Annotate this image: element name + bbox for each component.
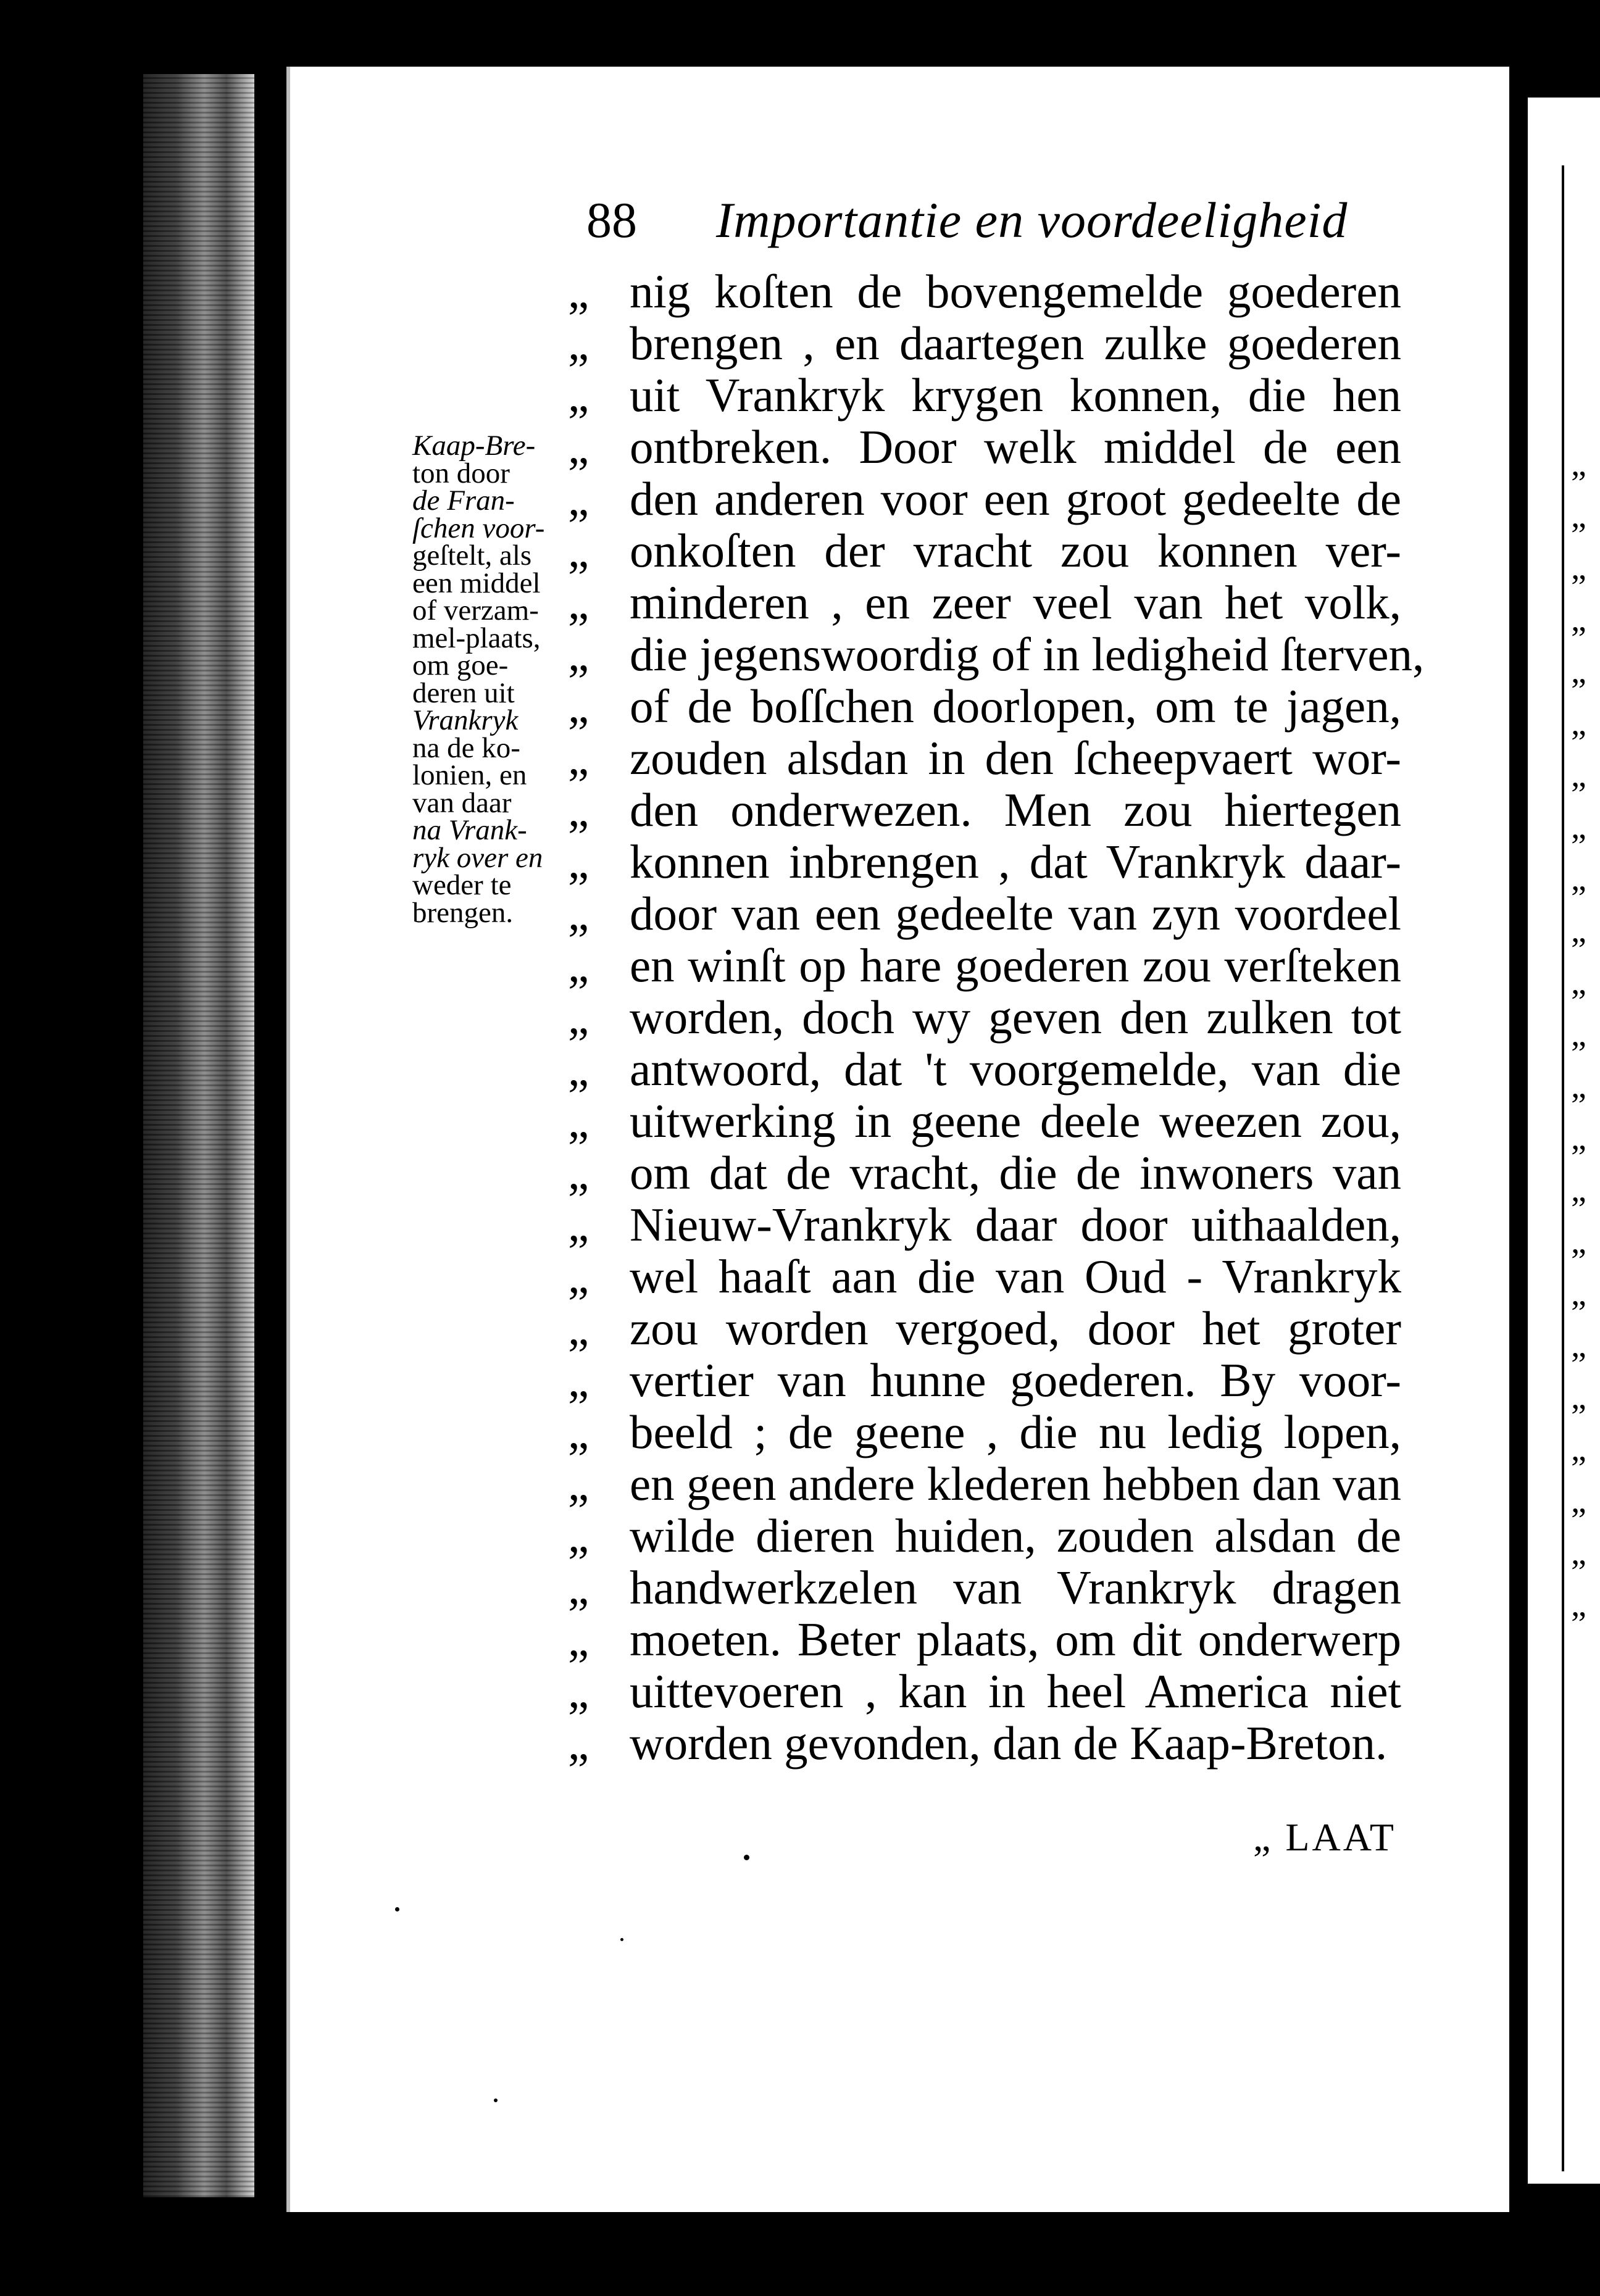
body-text <box>568 265 1457 1769</box>
text-line <box>568 732 1457 784</box>
quotation-mark: „ <box>568 1716 590 1770</box>
quotation-mark: „ <box>568 1042 590 1096</box>
quotation-mark: „ <box>568 1457 590 1510</box>
marginal-note-line: ton door <box>412 457 510 489</box>
marginal-note-line: Kaap-Bre- <box>412 430 536 462</box>
line-text: worden gevonden, dan de Kaap-Breton. <box>630 1716 1388 1770</box>
text-line <box>568 836 1457 888</box>
line-text: door van een gedeelte van zyn voordeel <box>630 887 1401 940</box>
marginal-note-line: van daar <box>412 786 512 819</box>
line-text: worden, doch wy geven den zulken tot <box>630 991 1401 1044</box>
text-line <box>568 1095 1457 1147</box>
marginal-note-line: weder te <box>412 869 512 901</box>
marginal-note-line: om goe- <box>412 649 509 681</box>
text-line <box>568 1613 1457 1665</box>
text-line <box>568 1043 1457 1095</box>
line-text: beeld ; de geene , die nu ledig lopen, <box>630 1405 1401 1458</box>
line-text: die jegenswoordig of in ledigheid ſterven, <box>630 628 1425 681</box>
text-line <box>568 1562 1457 1613</box>
text-line <box>568 628 1457 680</box>
facing-quote-mark: „ <box>1571 1119 1586 1157</box>
marginal-note <box>412 430 567 929</box>
text-line <box>568 265 1457 317</box>
facing-quote-mark: „ <box>1571 601 1586 639</box>
facing-quote-mark: „ <box>1571 1223 1586 1261</box>
marginal-note-line: Vrankryk <box>412 704 519 736</box>
line-text: brengen , en daartegen zulke goederen <box>630 317 1401 370</box>
quotation-mark: „ <box>568 1354 590 1407</box>
line-text: uitwerking in geene deele weezen zou, <box>630 1094 1401 1147</box>
facing-quote-mark: „ <box>1571 860 1586 898</box>
quotation-mark: „ <box>568 265 590 318</box>
text-line <box>568 1510 1457 1562</box>
line-text: zouden alsdan in den ſcheepvaert wor- <box>630 731 1401 784</box>
quotation-mark: „ <box>568 680 590 733</box>
text-line <box>568 317 1457 369</box>
text-line <box>568 680 1457 732</box>
page-number: 88 <box>586 192 637 248</box>
line-text: wilde dieren huiden, zouden alsdan de <box>630 1509 1401 1562</box>
text-line <box>568 1717 1457 1769</box>
catchword: „ LAAT <box>1253 1815 1396 1859</box>
marginal-note-line: ryk over en <box>412 841 543 874</box>
line-text: uit Vrankryk krygen konnen, die hen <box>630 368 1401 422</box>
quotation-mark: „ <box>568 939 590 992</box>
facing-quote-mark: „ <box>1571 497 1586 535</box>
quotation-mark: „ <box>568 1665 590 1718</box>
marginal-note-line: mel-plaats, <box>412 622 541 654</box>
quotation-mark: „ <box>568 1405 590 1458</box>
facing-quote-mark: „ <box>1571 652 1586 691</box>
facing-quote-mark: „ <box>1571 445 1586 483</box>
quotation-mark: „ <box>568 576 590 629</box>
text-line <box>568 1199 1457 1250</box>
text-line <box>568 1354 1457 1406</box>
quotation-mark: „ <box>568 991 590 1044</box>
text-line <box>568 1665 1457 1717</box>
line-text: handwerkzelen van Vrankryk dragen <box>630 1561 1401 1614</box>
line-text: den anderen voor een groot gedeelte de <box>630 472 1401 525</box>
quotation-mark: „ <box>568 1198 590 1251</box>
facing-quote-mark: „ <box>1571 1378 1586 1416</box>
quotation-mark: „ <box>568 1509 590 1562</box>
line-text: en geen andere klederen hebben dan van <box>630 1457 1401 1510</box>
text-line <box>568 473 1457 525</box>
text-line <box>568 1302 1457 1354</box>
quotation-mark: „ <box>568 420 590 473</box>
quotation-mark: „ <box>568 368 590 422</box>
marginal-note-line: na de ko- <box>412 731 520 764</box>
facing-quote-mark: „ <box>1571 1586 1586 1624</box>
running-head <box>586 185 1364 259</box>
marginal-note-line: lonien, en <box>412 759 527 791</box>
line-text: moeten. Beter plaats, om dit onderwerp <box>630 1613 1401 1666</box>
facing-quote-mark: „ <box>1571 1482 1586 1520</box>
quotation-mark: „ <box>568 472 590 525</box>
text-line <box>568 991 1457 1043</box>
facing-quote-mark: „ <box>1571 1015 1586 1054</box>
marginal-note-line: na Vrank- <box>412 814 527 846</box>
text-line <box>568 369 1457 421</box>
quotation-mark: „ <box>568 524 590 577</box>
facing-quote-mark: „ <box>1571 808 1586 846</box>
line-text: minderen , en zeer veel van het volk, <box>630 576 1401 629</box>
line-text: en winſt op hare goederen zou verſteken <box>630 939 1401 992</box>
quotation-mark: „ <box>568 1146 590 1199</box>
text-line <box>568 939 1457 991</box>
text-line <box>568 1458 1457 1510</box>
facing-quote-mark: „ <box>1571 963 1586 1002</box>
line-text: onkoſten der vracht zou konnen ver- <box>630 524 1401 577</box>
facing-quote-mark: „ <box>1571 704 1586 742</box>
quotation-mark: „ <box>568 887 590 940</box>
running-title: Importantie en voordeeligheid <box>716 192 1348 248</box>
quotation-mark: „ <box>568 1250 590 1303</box>
book-block-edge <box>143 74 254 2197</box>
line-text: wel haaſt aan die van Oud - Vrankryk <box>630 1250 1401 1303</box>
marginal-note-line: deren uit <box>412 676 515 709</box>
facing-quote-mark: „ <box>1571 1171 1586 1209</box>
marginal-note-line: of verzam- <box>412 594 539 626</box>
marginal-note-line: geſtelt, als <box>412 539 532 572</box>
line-text: of de boſſchen doorlopen, om te jagen, <box>630 680 1401 733</box>
facing-quote-mark: „ <box>1571 549 1586 587</box>
line-text: konnen inbrengen , dat Vrankryk daar- <box>630 835 1401 888</box>
quotation-mark: „ <box>568 1302 590 1355</box>
facing-page-gutter <box>1562 165 1564 2171</box>
facing-quote-mark: „ <box>1571 912 1586 950</box>
marginal-note-line: een middel <box>412 567 541 599</box>
text-line <box>568 1147 1457 1199</box>
quotation-mark: „ <box>568 783 590 836</box>
text-line <box>568 421 1457 473</box>
line-text: nig koſten de bovengemelde goederen <box>630 265 1401 318</box>
text-line <box>568 1250 1457 1302</box>
line-text: den onderwezen. Men zou hiertegen <box>630 783 1401 836</box>
marginal-note-line: ſchen voor- <box>412 512 545 544</box>
facing-quote-mark: „ <box>1571 1430 1586 1468</box>
marginal-note-line: brengen. <box>412 896 514 929</box>
text-line <box>568 576 1457 628</box>
quotation-mark: „ <box>568 1094 590 1147</box>
text-line <box>568 525 1457 576</box>
quotation-mark: „ <box>568 731 590 784</box>
line-text: antwoord, dat 't voorgemelde, van die <box>630 1042 1401 1096</box>
text-line <box>568 888 1457 939</box>
facing-quote-mark: „ <box>1571 1326 1586 1365</box>
facing-quote-mark: „ <box>1571 1534 1586 1572</box>
line-text: ontbreken. Door welk middel de een <box>630 420 1401 473</box>
line-text: om dat de vracht, die de inwoners van <box>630 1146 1401 1199</box>
facing-quote-mark: „ <box>1571 756 1586 794</box>
line-text: vertier van hunne goederen. By voor- <box>630 1354 1401 1407</box>
facing-quote-mark: „ <box>1571 1067 1586 1105</box>
quotation-mark: „ <box>568 317 590 370</box>
facing-quote-mark: „ <box>1571 1275 1586 1313</box>
quotation-mark: „ <box>568 1613 590 1666</box>
text-line <box>568 784 1457 836</box>
quotation-mark: „ <box>568 628 590 681</box>
line-text: Nieuw-Vrankryk daar door uithaalden, <box>630 1198 1401 1251</box>
line-text: uittevoeren , kan in heel America niet <box>630 1665 1401 1718</box>
text-line <box>568 1406 1457 1458</box>
line-text: zou worden vergoed, door het groter <box>630 1302 1401 1355</box>
marginal-note-line: de Fran- <box>412 485 515 517</box>
quotation-mark: „ <box>568 1561 590 1614</box>
quotation-mark: „ <box>568 835 590 888</box>
